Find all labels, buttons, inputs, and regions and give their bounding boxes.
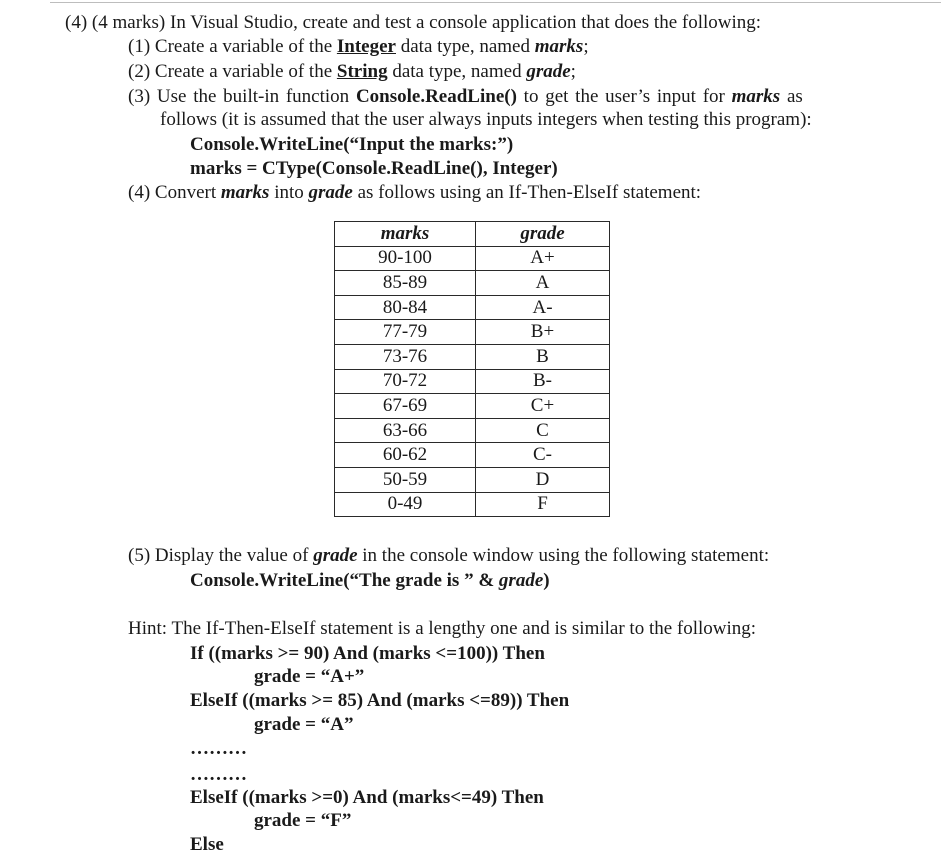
table-row bbox=[335, 394, 610, 419]
header-grade: grade bbox=[476, 222, 610, 247]
marks-range-cell: 63-66 bbox=[335, 418, 476, 443]
step-3: (3) Use the built-in function Console.ReadLine() to get the user’s input for marks as bbox=[128, 86, 803, 107]
marks-range-cell: 73-76 bbox=[335, 344, 476, 369]
code-writeline: Console.WriteLine(“Input the marks:”) bbox=[190, 134, 514, 155]
table-row bbox=[335, 344, 610, 369]
marks-range-cell: 50-59 bbox=[335, 467, 476, 492]
top-rule bbox=[50, 2, 941, 3]
table-row bbox=[335, 271, 610, 296]
hint-code-line: grade = “F” bbox=[254, 810, 352, 831]
question-marks: (4 marks) bbox=[91, 12, 166, 33]
grade-cell: B+ bbox=[476, 320, 610, 345]
grade-cell: A- bbox=[476, 295, 610, 320]
table-row bbox=[335, 443, 610, 468]
table-row bbox=[335, 246, 610, 271]
question-intro: In Visual Studio, create and test a console application that does the following: bbox=[170, 12, 762, 33]
hint-code-line: grade = “A+” bbox=[254, 666, 365, 687]
marks-range-cell: 60-62 bbox=[335, 443, 476, 468]
grade-cell: C+ bbox=[476, 394, 610, 419]
grade-table bbox=[334, 221, 610, 517]
header-marks: marks bbox=[335, 222, 476, 247]
marks-range-cell: 90-100 bbox=[335, 246, 476, 271]
marks-range-cell: 0-49 bbox=[335, 492, 476, 517]
marks-range-cell: 67-69 bbox=[335, 394, 476, 419]
hint-code-line: Else bbox=[190, 834, 224, 855]
marks-range-cell: 80-84 bbox=[335, 295, 476, 320]
question-number: (4) bbox=[65, 12, 88, 33]
grade-cell: A+ bbox=[476, 246, 610, 271]
step-5: (5) Display the value of grade in the console window using the following statement: bbox=[128, 545, 770, 566]
table-row bbox=[335, 295, 610, 320]
hint-code-line: grade = “A” bbox=[254, 714, 354, 735]
hint-text: Hint: The If-Then-ElseIf statement is a lengthy one and is similar to the following: bbox=[128, 618, 757, 639]
code-ctype: marks = CType(Console.ReadLine(), Integer) bbox=[190, 158, 558, 179]
grade-cell: B- bbox=[476, 369, 610, 394]
hint-ellipsis: ……… bbox=[190, 738, 247, 759]
grade-cell: D bbox=[476, 467, 610, 492]
step-2: (2) Create a variable of the String data type, named grade; bbox=[128, 61, 576, 82]
hint-ellipsis: ……… bbox=[190, 764, 247, 785]
step-1: (1) Create a variable of the Integer data type, named marks; bbox=[128, 36, 589, 57]
grade-cell: C bbox=[476, 418, 610, 443]
hint-code-line: ElseIf ((marks >=0) And (marks<=49) Then bbox=[190, 787, 544, 808]
table-row bbox=[335, 492, 610, 517]
hint-code-line: If ((marks >= 90) And (marks <=100)) Then bbox=[190, 643, 545, 664]
step-3-line-2: follows (it is assumed that the user always inputs integers when testing this program): bbox=[160, 109, 812, 130]
table-row bbox=[335, 418, 610, 443]
table-row bbox=[335, 369, 610, 394]
step-4: (4) Convert marks into grade as follows using an If-Then-ElseIf statement: bbox=[128, 182, 702, 203]
grade-cell: B bbox=[476, 344, 610, 369]
marks-range-cell: 70-72 bbox=[335, 369, 476, 394]
hint-code-line: ElseIf ((marks >= 85) And (marks <=89)) Then bbox=[190, 690, 570, 711]
marks-range-cell: 85-89 bbox=[335, 271, 476, 296]
grade-cell: A bbox=[476, 271, 610, 296]
grade-cell: C- bbox=[476, 443, 610, 468]
marks-range-cell: 77-79 bbox=[335, 320, 476, 345]
table-row bbox=[335, 467, 610, 492]
table-row bbox=[335, 320, 610, 345]
question-heading bbox=[65, 12, 761, 34]
table-header-row bbox=[335, 222, 610, 247]
grade-cell: F bbox=[476, 492, 610, 517]
code-display-grade: Console.WriteLine(“The grade is ” & grade) bbox=[190, 570, 550, 591]
